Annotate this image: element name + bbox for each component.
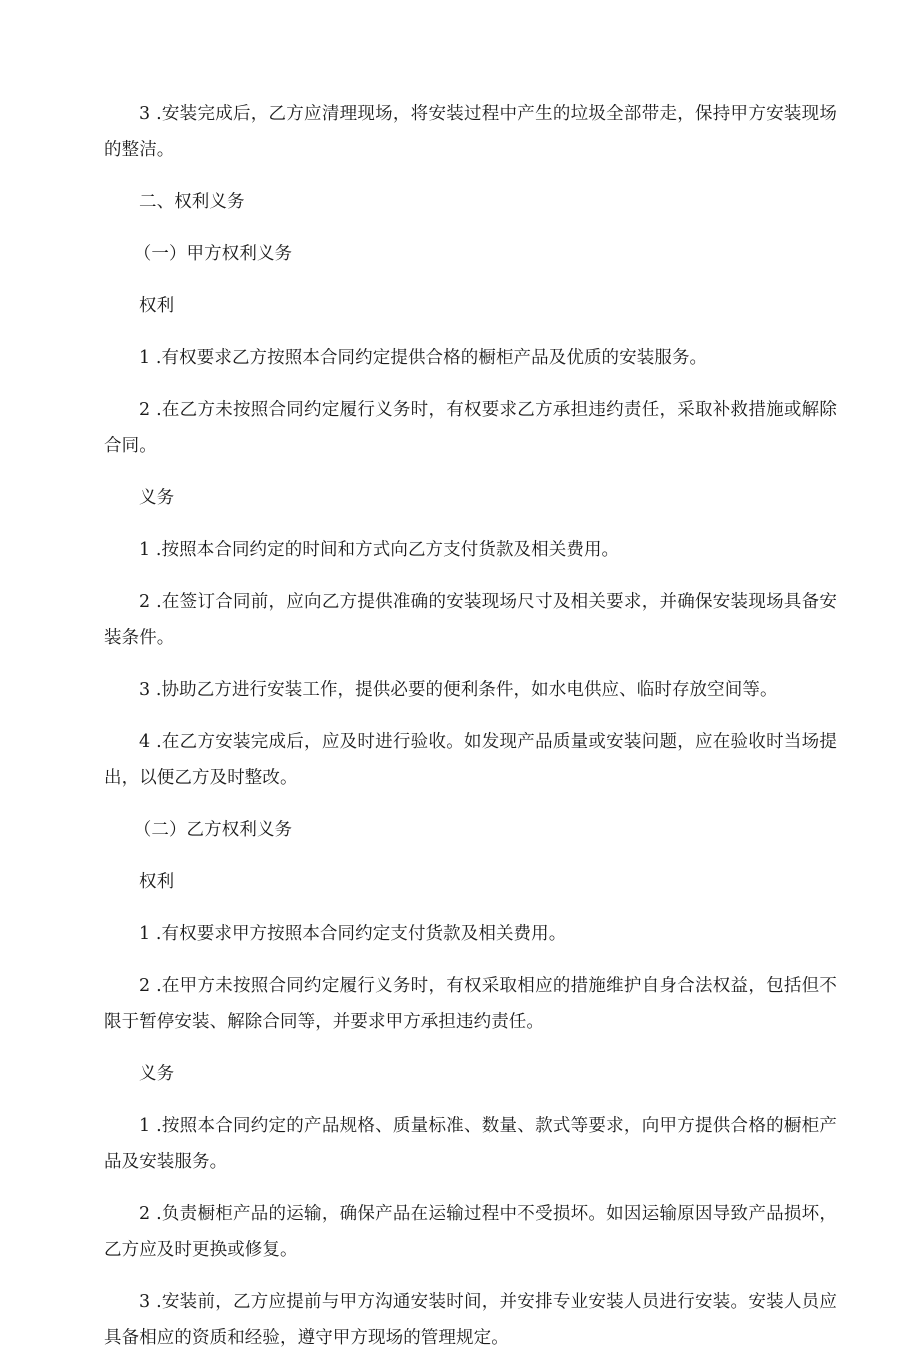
party-a-right-2: 2 .在乙方未按照合同约定履行义务时，有权要求乙方承担违约责任，采取补救措施或解除合同。 xyxy=(104,400,837,456)
document-text-body xyxy=(104,96,837,1356)
label-party-b-obligations: 义务 xyxy=(139,1064,175,1084)
heading-party-a-rights-obligations: （一）甲方权利义务 xyxy=(133,244,293,264)
heading-party-b-rights-obligations: （二）乙方权利义务 xyxy=(133,820,293,840)
party-b-right-1: 1 .有权要求甲方按照本合同约定支付货款及相关费用。 xyxy=(139,924,567,944)
heading-rights-and-obligations: 二、权利义务 xyxy=(139,192,245,212)
party-b-obligation-3: 3 .安装前，乙方应提前与甲方沟通安装时间，并安排专业安装人员进行安装。安装人员应具备相应的资质和经验，遵守甲方现场的管理规定。 xyxy=(104,1292,837,1348)
party-b-obligation-1: 1 .按照本合同约定的产品规格、质量标准、数量、款式等要求，向甲方提供合格的橱柜产品及安装服务。 xyxy=(104,1116,837,1172)
party-a-obligation-3: 3 .协助乙方进行安装工作，提供必要的便利条件，如水电供应、临时存放空间等。 xyxy=(139,680,778,700)
party-a-obligation-4: 4 .在乙方安装完成后，应及时进行验收。如发现产品质量或安装问题，应在验收时当场提出，以便乙方及时整改。 xyxy=(104,732,837,788)
clause-1-3-site-cleanup: 3 .安装完成后，乙方应清理现场，将安装过程中产生的垃圾全部带走，保持甲方安装现场的整洁。 xyxy=(104,104,837,160)
party-a-obligation-1: 1 .按照本合同约定的时间和方式向乙方支付货款及相关费用。 xyxy=(139,540,620,560)
party-a-obligation-2: 2 .在签订合同前，应向乙方提供准确的安装现场尺寸及相关要求，并确保安装现场具备安装条件。 xyxy=(104,592,837,648)
party-a-right-1: 1 .有权要求乙方按照本合同约定提供合格的橱柜产品及优质的安装服务。 xyxy=(139,348,708,368)
label-party-b-rights: 权利 xyxy=(139,872,175,892)
label-party-a-rights: 权利 xyxy=(139,296,175,316)
party-b-right-2: 2 .在甲方未按照合同约定履行义务时，有权采取相应的措施维护自身合法权益，包括但不限于暂停安装、解除合同等，并要求甲方承担违约责任。 xyxy=(104,976,837,1032)
party-b-obligation-2: 2 .负责橱柜产品的运输，确保产品在运输过程中不受损坏。如因运输原因导致产品损坏，乙方应及时更换或修复。 xyxy=(104,1204,837,1260)
label-party-a-obligations: 义务 xyxy=(139,488,175,508)
